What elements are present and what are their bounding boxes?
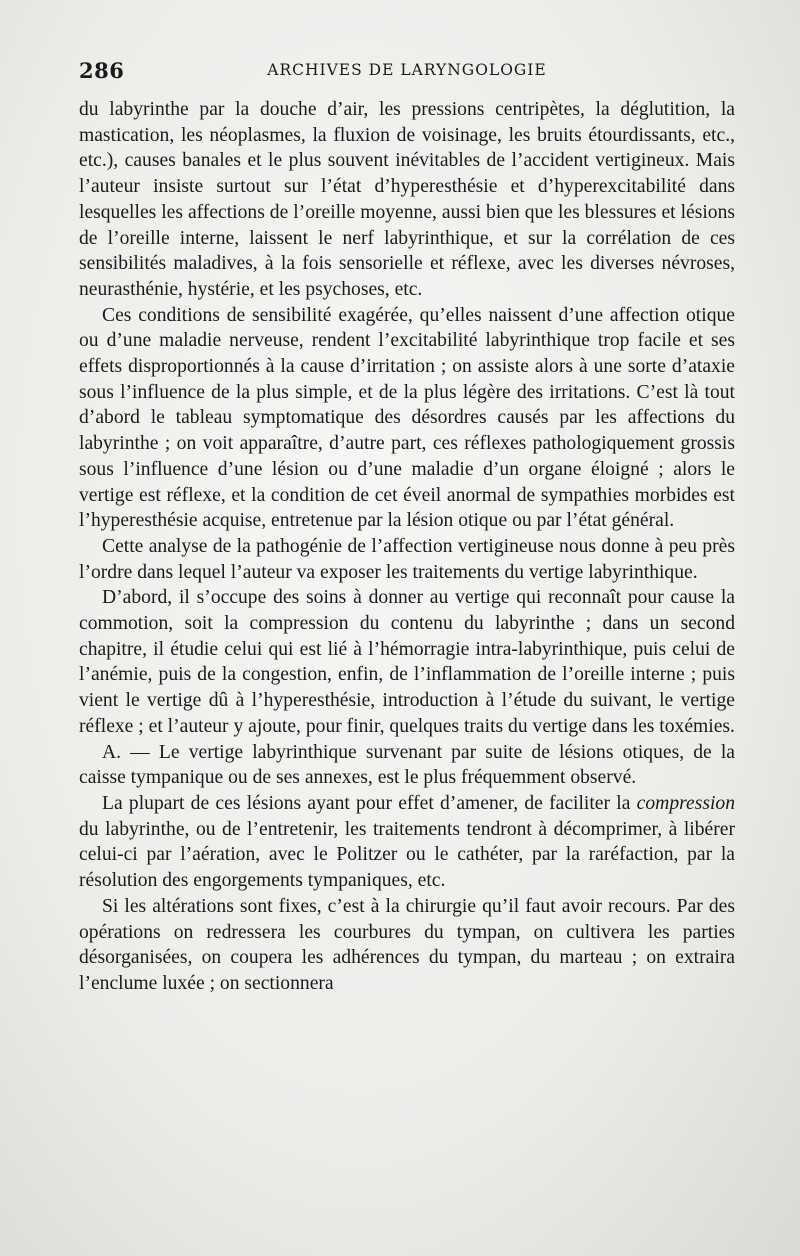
paragraph-6 [79, 791, 735, 894]
page-number: 286 [79, 58, 125, 83]
page-header [79, 58, 735, 88]
body-text [79, 97, 735, 997]
paragraph-4: D’abord, il s’occupe des soins à donner au vertige qui reconnaît pour cause la commotion, soit la compression du contenu du labyrinthe ; dans un second chapitre, il étudie celui qui est lié à l’hémorragie intra-labyrinthique, puis celui de l’anémie, puis de la congestion, enfin, de l’inflammation de l’oreille interne ; puis vient le vertige dû à l’hyperesthésie, introduction à l’étude du suivant, le vertige réflexe ; et l’auteur y ajoute, pour finir, quelques traits du vertige dans les toxémies. [79, 587, 735, 737]
running-title: ARCHIVES DE LARYNGOLOGIE [267, 61, 547, 79]
paragraph-6-end: du labyrinthe, ou de l’entretenir, les traitements tendront à décomprimer, à libérer celui-ci par l’aération, avec le Politzer ou le cathéter, par la raréfaction, par la résolution des engorgements tympaniques, etc. [79, 818, 735, 892]
paragraph-1: du labyrinthe par la douche d’air, les pressions centripètes, la déglutition, la mastication, les néoplasmes, la fluxion de voisinage, les bruits étourdissants, etc., etc.), causes banales et le plus souvent inévitables de l’accident vertigineux. Mais l’auteur insiste surtout sur l’état d’hyperesthésie et d’hyperexcitabilité dans lesquelles les affections de l’oreille moyenne, aussi bien que les blessures et lésions de l’oreille interne, laissent le nerf labyrinthique, et sur la corrélation de ces sensibilités maladives, à la fois sensorielle et réflexe, avec les diverses névroses, neurasthénie, hystérie, et les psychoses, etc. [79, 99, 735, 300]
paragraph-6-italic: compression [636, 792, 735, 814]
paragraph-3: Cette analyse de la pathogénie de l’affection vertigineuse nous donne à peu près l’ordre dans lequel l’auteur va exposer les traitements du vertige labyrinthique. [79, 535, 735, 583]
paragraph-6-start: La plupart de ces lésions ayant pour effet d’amener, de faciliter la [102, 792, 637, 814]
paragraph-2: Ces conditions de sensibilité exagérée, qu’elles naissent d’une affection otique ou d’une maladie nerveuse, rendent l’excitabilité labyrinthique trop facile et ses effets disproportionnés à la cause d’irritation ; on assiste alors à une sorte d’ataxie sous l’influence de la plus simple, et de la plus légère des irritations. C’est là tout d’abord le tableau symptomatique des désordres causés par les affections du labyrinthe ; on voit apparaître, d’autre part, ces réflexes pathologiquement grossis sous l’influence d’une lésion ou d’une maladie d’un organe éloigné ; alors le vertige est réflexe, et la condition de cet éveil anormal de sympathies morbides est l’hyperesthésie acquise, entretenue par la lésion otique ou par l’état général. [79, 304, 735, 532]
paragraph-7: Si les altérations sont fixes, c’est à la chirurgie qu’il faut avoir recours. Par des opérations on redressera les courbures du tympan, on cultivera les parties désorganisées, on coupera les adhérences du tympan, du marteau ; on extraira l’enclume luxée ; on sectionnera [79, 895, 735, 994]
paragraph-5: A. — Le vertige labyrinthique survenant par suite de lésions otiques, de la caisse tympanique ou de ses annexes, est le plus fréquemment observé. [79, 741, 735, 789]
